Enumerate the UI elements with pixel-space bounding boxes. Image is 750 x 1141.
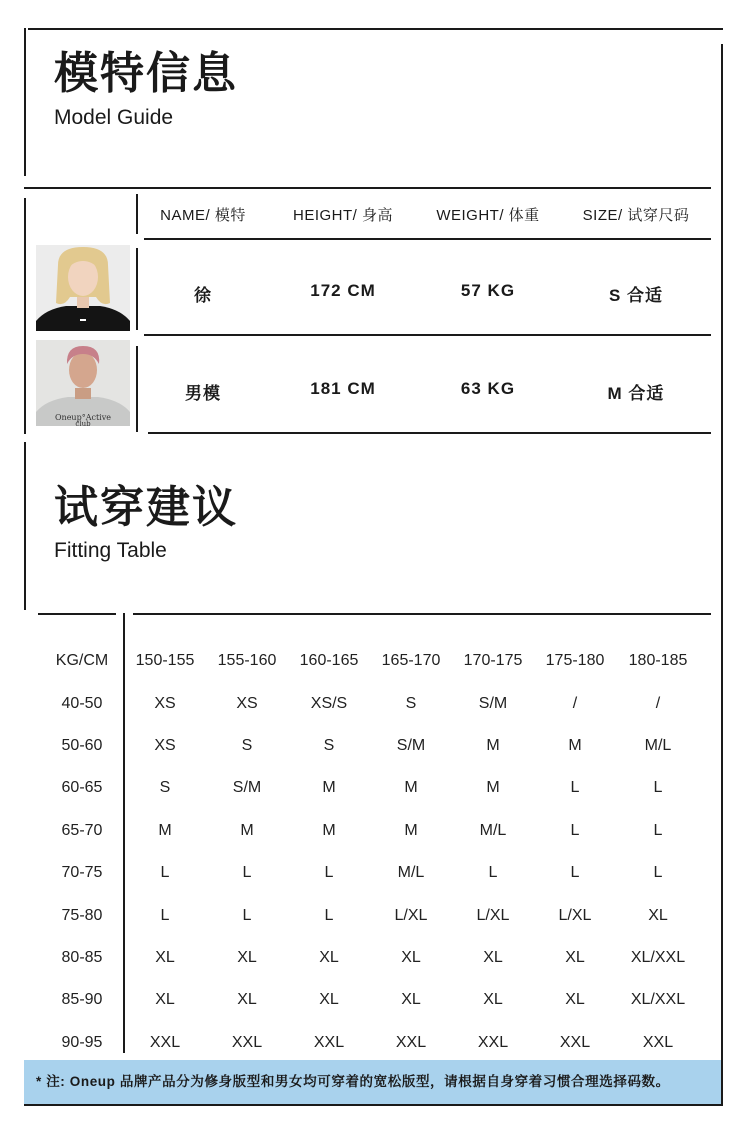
fitting-header-cell: 150-155	[135, 652, 195, 670]
size-cell: XS	[154, 694, 176, 712]
model-header-underline	[144, 238, 711, 240]
weight-range-cell: 50-60	[61, 736, 103, 754]
model-table-photo-divider-1	[136, 194, 138, 234]
size-cell: L	[570, 779, 580, 797]
size-cell: L	[488, 864, 498, 882]
size-cell: L	[324, 906, 334, 924]
size-cell: M/L	[479, 821, 507, 839]
size-cell: XL	[483, 948, 503, 966]
size-cell: XL	[155, 948, 175, 966]
model1-height: 172 CM	[310, 281, 376, 300]
size-cell: S	[241, 736, 253, 754]
size-cell: XL	[483, 991, 503, 1009]
size-cell: L	[324, 864, 334, 882]
size-cell: XL	[401, 948, 421, 966]
table-row	[40, 725, 700, 767]
table-row	[40, 810, 700, 852]
size-cell: S/M	[396, 736, 426, 754]
model-row1-underline	[144, 334, 711, 336]
fitting-title-en: Fitting Table	[54, 539, 167, 562]
model-table-left-line	[24, 198, 26, 434]
size-cell: XXL	[313, 1033, 345, 1051]
model-table-top-line	[24, 187, 711, 189]
size-cell: M	[486, 736, 500, 754]
model-table-photo-divider-2	[136, 248, 138, 330]
size-cell: XXL	[477, 1033, 509, 1051]
size-cell: M/L	[644, 736, 672, 754]
model1-size: S 合适	[608, 286, 664, 305]
fitting-header-cell: 155-160	[217, 652, 277, 670]
table-row	[40, 979, 700, 1021]
size-cell: XS	[236, 694, 258, 712]
table-row	[40, 894, 700, 936]
size-cell: M	[404, 779, 418, 797]
size-cell: XXL	[642, 1033, 674, 1051]
size-cell: XL	[237, 991, 257, 1009]
weight-range-cell: 70-75	[61, 864, 103, 882]
size-cell: XXL	[231, 1033, 263, 1051]
fitting-header-cell: 170-175	[463, 652, 523, 670]
size-cell: L	[570, 821, 580, 839]
size-cell: M	[568, 736, 582, 754]
size-cell: XL	[237, 948, 257, 966]
fitting-header-row	[40, 640, 700, 682]
model1-name: 徐	[194, 286, 212, 305]
table-row	[40, 937, 700, 979]
size-cell: L	[653, 821, 663, 839]
model2-name: 男模	[185, 384, 221, 403]
header-height: HEIGHT/ 身高	[292, 207, 393, 224]
weight-range-cell: 90-95	[61, 1033, 103, 1051]
left-border-middle	[24, 442, 26, 610]
fitting-header-cell: 160-165	[299, 652, 359, 670]
model1-weight: 57 KG	[460, 281, 516, 300]
size-cell: XS	[154, 736, 176, 754]
left-border-top	[24, 28, 26, 176]
model-guide-title-en: Model Guide	[54, 106, 174, 129]
size-cell: L/XL	[558, 906, 592, 924]
weight-range-cell: 85-90	[61, 991, 103, 1009]
top-border	[28, 28, 723, 30]
table-row	[40, 767, 700, 809]
size-cell: L	[570, 864, 580, 882]
model-photo-2	[36, 340, 130, 426]
size-cell: S/M	[232, 779, 262, 797]
size-cell: XL	[565, 991, 585, 1009]
size-cell: L	[653, 864, 663, 882]
size-cell: L	[242, 906, 252, 924]
model2-height: 181 CM	[310, 379, 376, 398]
model-table-photo-divider-3	[136, 346, 138, 432]
size-cell: L/XL	[476, 906, 510, 924]
model-guide-title-cn: 模特信息	[54, 49, 238, 98]
size-cell: L	[160, 864, 170, 882]
size-cell: S	[323, 736, 335, 754]
fitting-header-cell: 175-180	[545, 652, 605, 670]
size-cell: M	[322, 779, 336, 797]
weight-range-cell: 40-50	[61, 694, 103, 712]
size-cell: M	[240, 821, 254, 839]
size-cell: L	[653, 779, 663, 797]
size-cell: XXL	[149, 1033, 181, 1051]
size-cell: XXL	[395, 1033, 427, 1051]
size-cell: S	[405, 694, 417, 712]
size-cell: XXL	[559, 1033, 591, 1051]
fitting-top-line-right	[133, 613, 711, 615]
fitting-header-cell: 180-185	[628, 652, 688, 670]
shirt-print-line2: club	[75, 420, 91, 426]
model2-weight: 63 KG	[460, 379, 516, 398]
size-cell: XL	[401, 991, 421, 1009]
size-cell: M	[322, 821, 336, 839]
header-size: SIZE/ 试穿尺码	[582, 207, 690, 224]
fitting-top-line-left	[38, 613, 116, 615]
size-cell: XL/XXL	[630, 991, 686, 1009]
size-cell: S	[159, 779, 171, 797]
bottom-border	[24, 1104, 723, 1106]
size-cell: M	[486, 779, 500, 797]
weight-range-cell: 60-65	[61, 779, 103, 797]
weight-range-cell: 65-70	[61, 821, 103, 839]
size-cell: L	[242, 864, 252, 882]
sizing-note: * 注: Oneup 品牌产品分为修身版型和男女均可穿着的宽松版型，请根据自身穿着习惯合理选择码数。	[24, 1060, 721, 1104]
shirt-print-line1: Oneup°Active	[54, 413, 111, 422]
size-cell: XL	[319, 991, 339, 1009]
model2-size: M 合适	[607, 384, 665, 403]
fitting-table	[40, 640, 700, 1064]
weight-range-cell: 75-80	[61, 906, 103, 924]
size-cell: XL	[155, 991, 175, 1009]
size-cell: XL	[319, 948, 339, 966]
size-cell: L	[160, 906, 170, 924]
table-row	[40, 1022, 700, 1064]
size-cell: S/M	[478, 694, 508, 712]
size-cell: /	[572, 694, 578, 712]
size-cell: L/XL	[394, 906, 428, 924]
header-name: NAME/ 模特	[160, 207, 246, 224]
size-cell: /	[655, 694, 661, 712]
model-row2-underline	[148, 432, 711, 434]
fitting-header-cell: 165-170	[381, 652, 441, 670]
table-row	[40, 852, 700, 894]
size-cell: XS/S	[310, 694, 348, 712]
size-cell: XL	[648, 906, 668, 924]
header-weight: WEIGHT/ 体重	[436, 207, 540, 224]
table-row	[40, 682, 700, 724]
size-cell: M/L	[397, 864, 425, 882]
size-cell: M	[404, 821, 418, 839]
size-cell: M	[158, 821, 172, 839]
size-cell: XL/XXL	[630, 948, 686, 966]
right-border-top	[721, 44, 723, 1104]
fitting-header-cell: KG/CM	[55, 652, 109, 670]
model-photo-1	[36, 245, 130, 331]
weight-range-cell: 80-85	[61, 948, 103, 966]
fitting-title-cn: 试穿建议	[54, 483, 238, 532]
size-cell: XL	[565, 948, 585, 966]
